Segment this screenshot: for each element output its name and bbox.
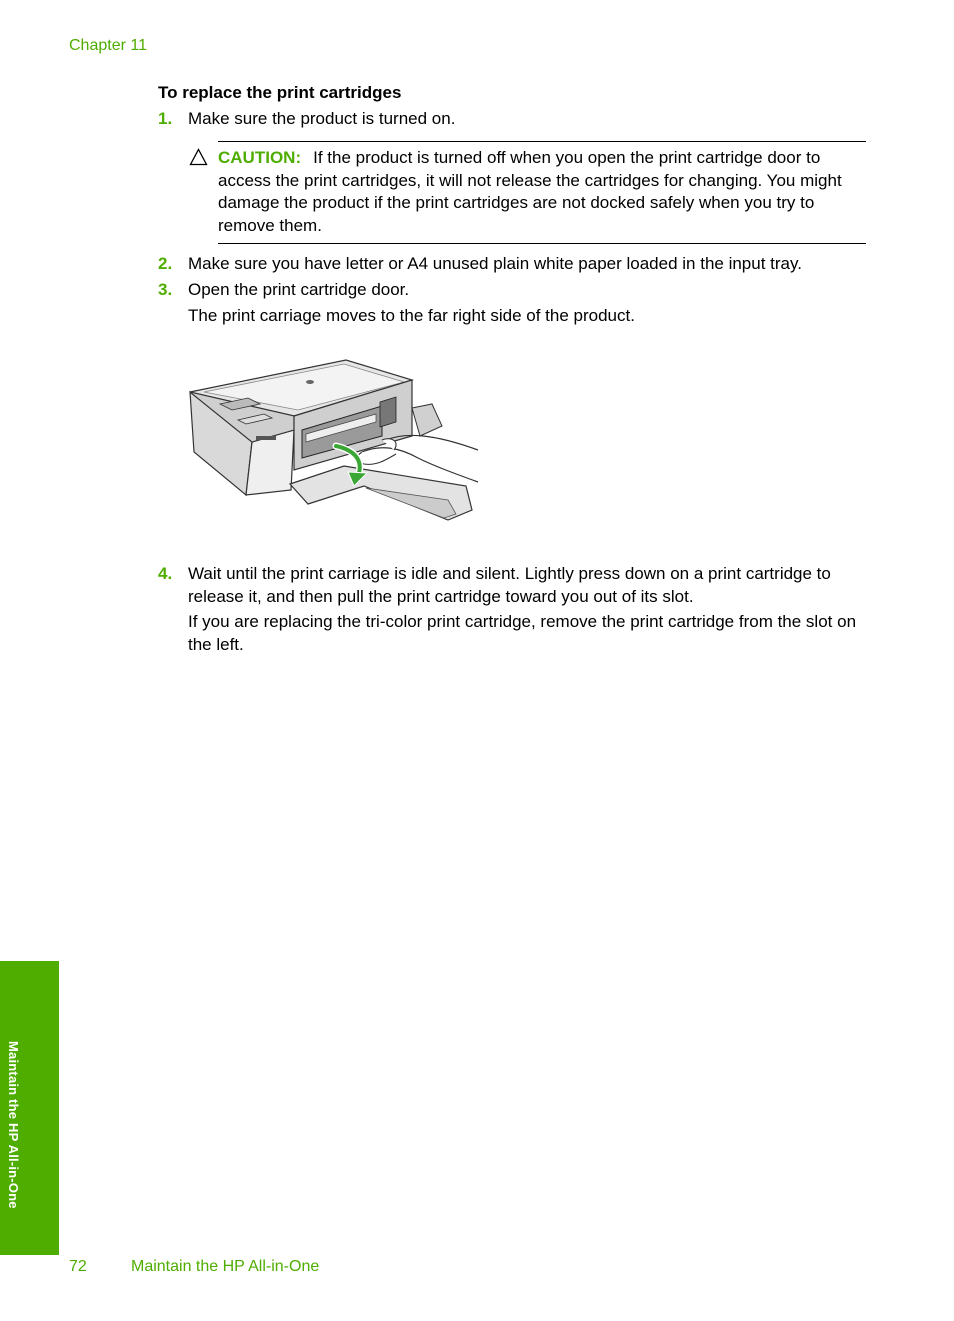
side-tab (0, 961, 59, 1255)
caution-text: If the product is turned off when you open the print cartridge door to access the print cartridges, it will not release the cartridges for changing. You might damage the product if the print cartridges are not docked safely when you try to remove them. (218, 148, 842, 235)
page-number: 72 (69, 1258, 87, 1275)
procedure-title: To replace the print cartridges (158, 83, 402, 102)
step-1 (158, 108, 868, 131)
step-number: 4. (158, 564, 173, 583)
step-text: Open the print cartridge door. (188, 280, 410, 299)
step-number: 3. (158, 280, 173, 299)
caution-label: CAUTION: (218, 148, 302, 167)
caution-note (218, 147, 868, 237)
chapter-header: Chapter 11 (69, 37, 147, 54)
step-3 (158, 279, 868, 327)
step-subtext: If you are replacing the tri-color print cartridge, remove the print cartridge from the slot on the left. (188, 612, 857, 654)
step-text: Wait until the print carriage is idle and silent. Lightly press down on a print cartridge to release it, and then pull the print cartridge toward you out of its slot. (188, 564, 831, 606)
footer-title: Maintain the HP All-in-One (131, 1258, 320, 1275)
side-tab-label: Maintain the HP All-in-One (6, 1041, 21, 1209)
caution-bottom-rule (218, 243, 866, 244)
warning-triangle-icon (189, 148, 208, 166)
step-2 (158, 253, 868, 276)
step-text: Make sure the product is turned on. (188, 109, 456, 128)
step-number: 1. (158, 109, 173, 128)
caution-top-rule (218, 141, 866, 142)
step-subtext: The print carriage moves to the far right side of the product. (188, 305, 635, 325)
printer-open-door-illustration (186, 352, 486, 527)
step-text: Make sure you have letter or A4 unused plain white paper loaded in the input tray. (188, 254, 802, 273)
step-4 (158, 563, 868, 656)
step-number: 2. (158, 254, 173, 273)
